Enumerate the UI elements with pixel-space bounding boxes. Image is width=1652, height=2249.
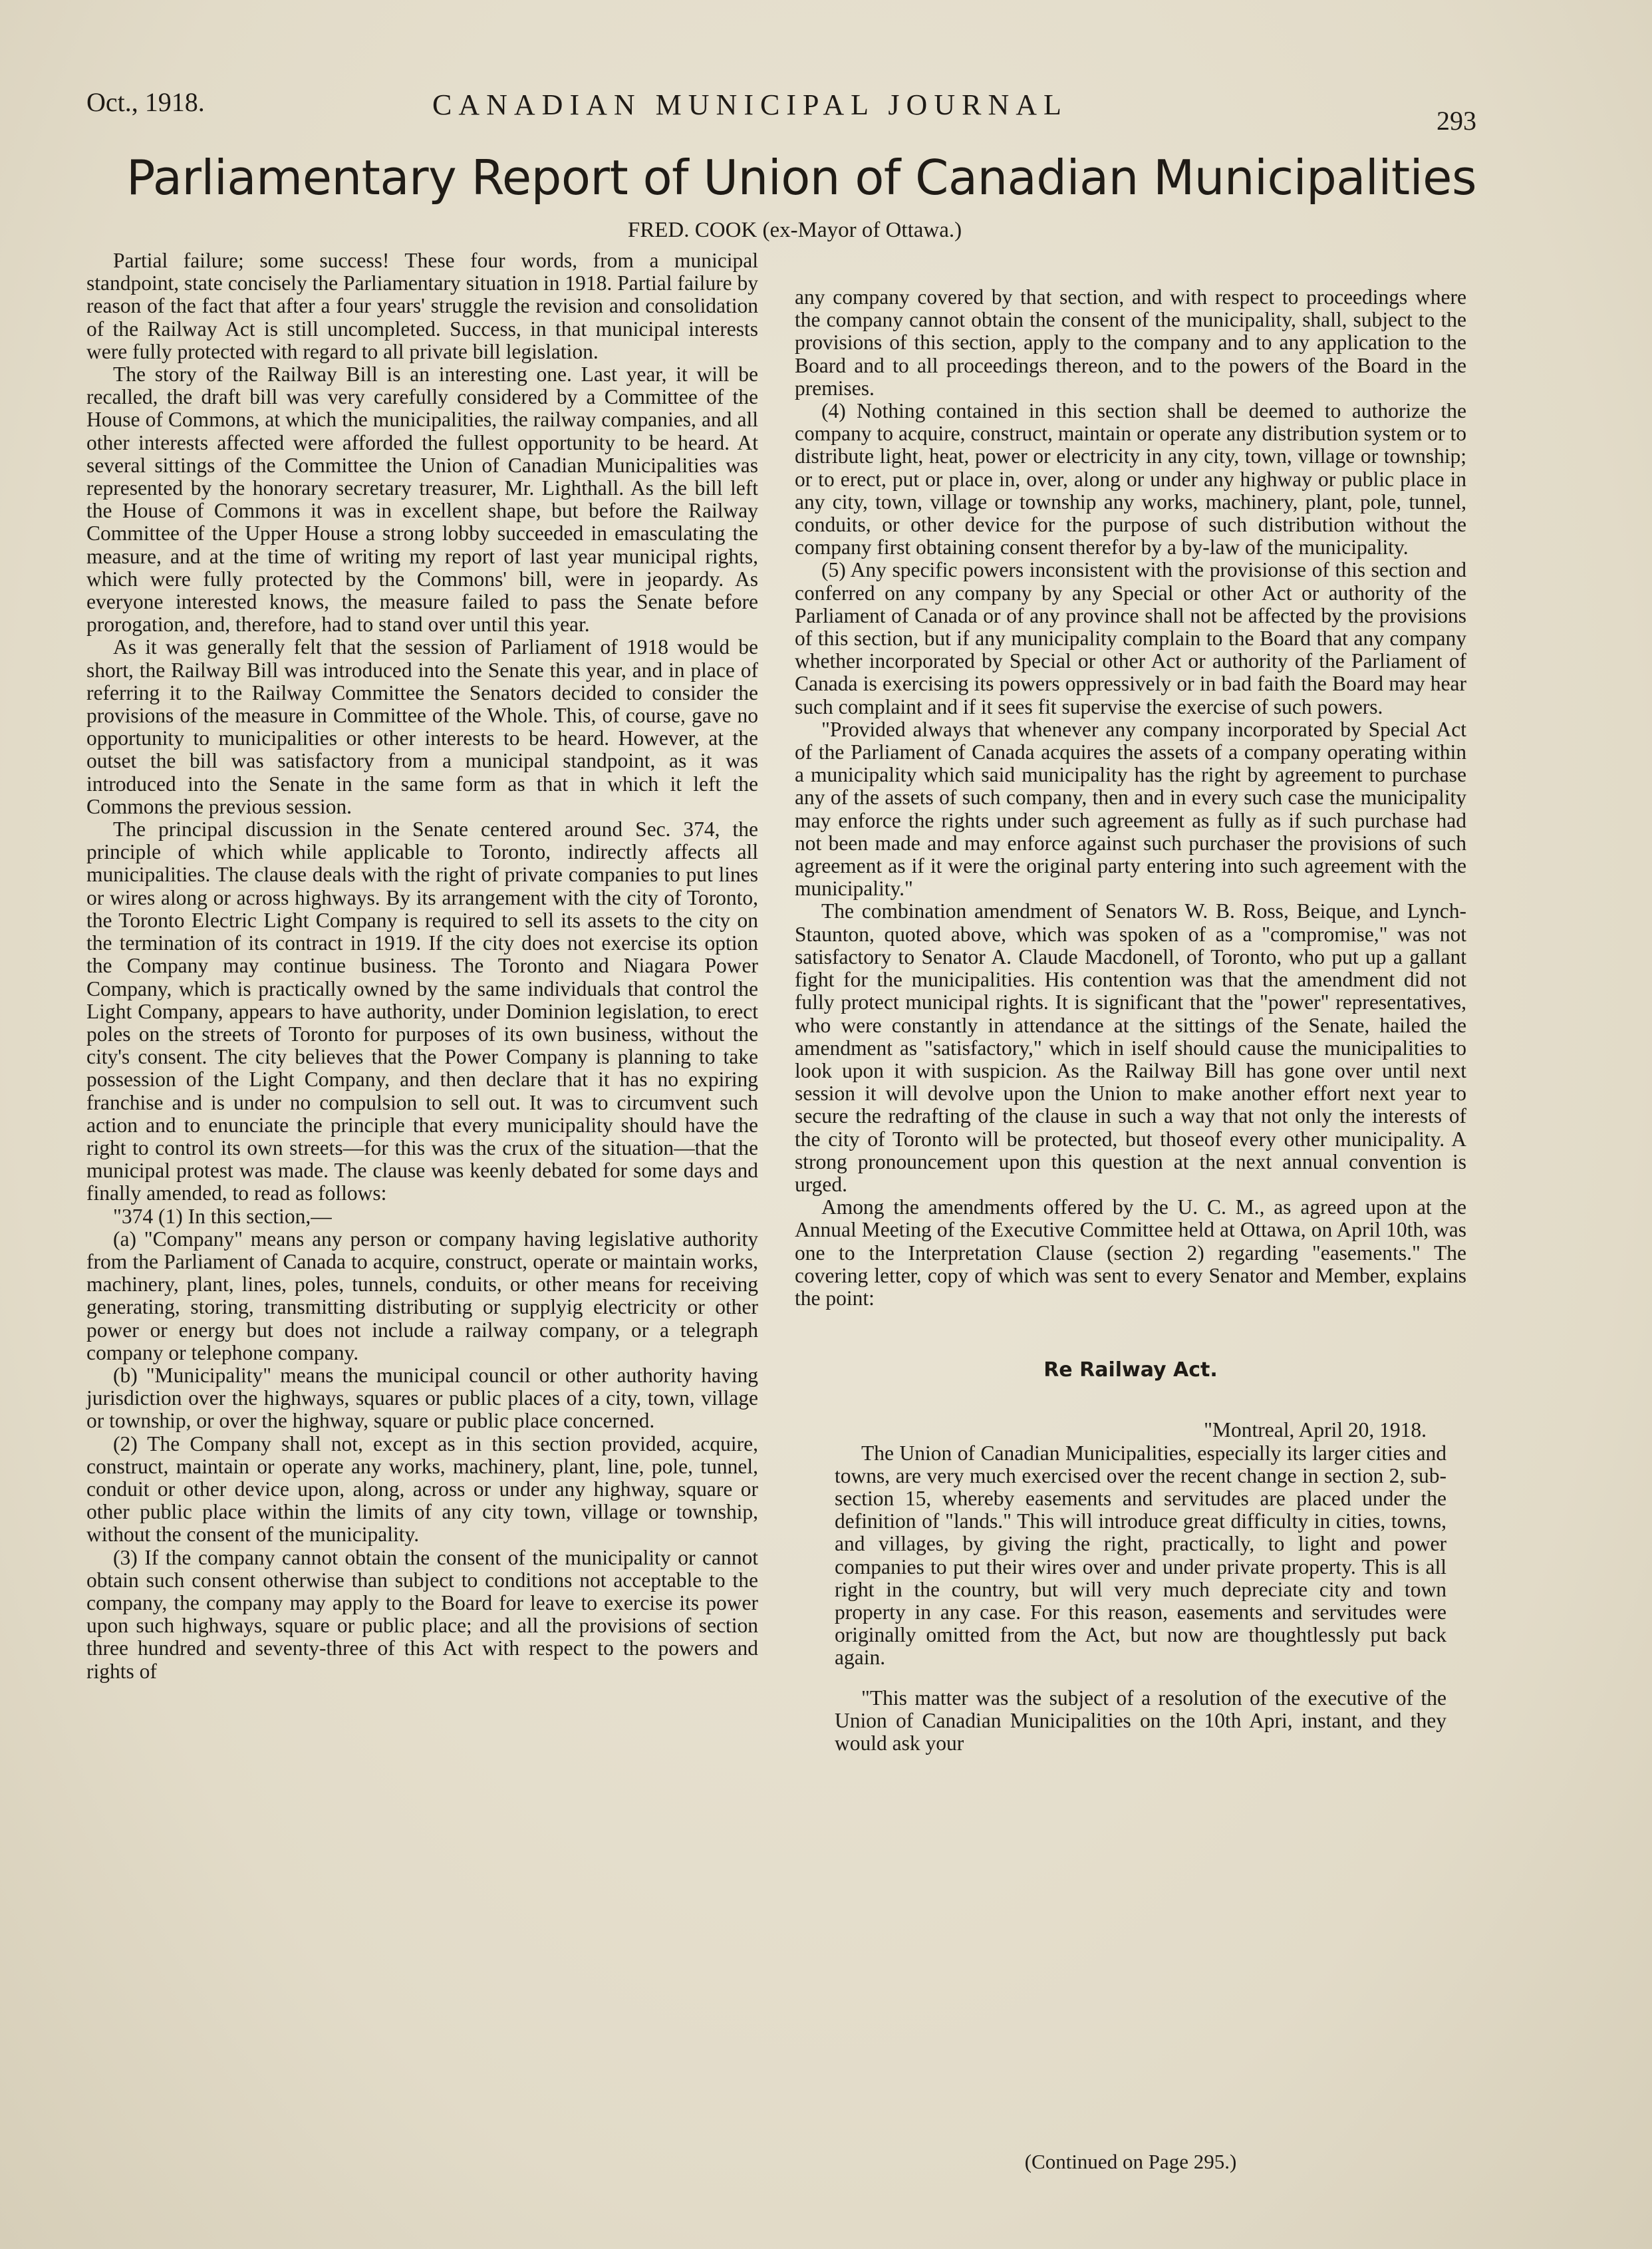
paragraph: The story of the Railway Bill is an interesting one. Last year, it will be recalled, the draft bill was very carefully considered by a Committee of the House of Commons, at which the municipalities, the railway companies, and all other interests affected were afforded the fullest opportunity to be heard. At several sittings of the Committee the Union of Canadian Municipalities was represented by the honorary secretary treasurer, Mr. Lighthall. As the bill left the House of Commons it was in excellent shape, but before the Railway Committee of the Upper House a strong lobby succeeded in emasculating the measure, and at the time of writing my report of last year municipal rights, which were fully protected by the Commons' bill, were in jeopardy. As everyone interested knows, the measure failed to pass the Senate before prorogation, and, therefore, had to stand over until this year. bbox=[86, 363, 758, 637]
paragraph: The combination amendment of Senators W. B. Ross, Beique, and Lynch-Staunton, quoted above, which was spoken of as a "compromise," was not satisfactory to Senator A. Claude Macdonell, of Toronto, who put up a gallant fight for the municipalities. His contention was that the amendment did not fully protect municipal rights. It is significant that the "power" representatives, who were constantly in attendance at the sittings of the Senate, hailed the amendment as "satisfactory," which in iself should cause the municipalities to look upon it with suspicion. As the Railway Bill has gone over until next session it will devolve upon the Union to make another effort next year to secure the redrafting of the clause in such a way that not only the interests of the city of Toronto will be protected, but thoseof every other municipality. A strong pronouncement upon this question at the next annual convention is urged. bbox=[795, 899, 1466, 1196]
left-column bbox=[86, 249, 758, 2198]
paragraph: (5) Any specific powers inconsistent with the provisionse of this section and conferred on any company by any Special or other Act or authority of the Parliament of Canada or of any province shall not be affected by the provisions of this section, but if any municipality complain to the Board that any company whether incorporated by Special or other Act or authority of the Parliament of Canada is exercising its powers oppressively or in bad faith the Board may hear such complaint and if it sees fit supervise the exercise of such powers. bbox=[795, 558, 1466, 718]
paragraph: Partial failure; some success! These four words, from a municipal standpoint, state concisely the Parliamentary situation in 1918. Partial failure by reason of the fact that after a four years' struggle the revision and consolidation of the Railway Act is still uncompleted. Success, in that municipal interests were fully protected with regard to all private bill legislation. bbox=[86, 249, 758, 363]
paragraph: As it was generally felt that the session of Parliament of 1918 would be short, the Railway Bill was introduced into the Senate this year, and in place of referring it to the Railway Committee the Senators decided to consider the provisions of the measure in Committee of the Whole. This, of course, gave no opportunity to municipalities or other interests to be heard. However, at the outset the bill was satisfactory from a municipal standpoint, as it was introduced into the Senate in the same form as that in which it left the Commons the previous session. bbox=[86, 635, 758, 818]
paragraph: (3) If the company cannot obtain the consent of the municipality or cannot obtain such consent otherwise than subject to conditions not acceptable to the company, the company may apply to the Board for leave to exercise its power upon such highways, square or public place; and all the provisions of section three hundred and seventy-three of this Act with respect to the powers and rights of bbox=[86, 1545, 758, 1683]
paragraph: any company covered by that section, and with respect to proceedings where the company cannot obtain the consent of the municipality, shall, subject to the provisions of this section, apply to the company and to any application to the Board and to all proceedings thereon, and to the powers of the Board in the premises. bbox=[795, 285, 1466, 400]
running-head bbox=[86, 80, 1476, 136]
letter-body bbox=[795, 1442, 1466, 1755]
paragraph: The principal discussion in the Senate centered around Sec. 374, the principle of which while applicable to Toronto, indirectly affects all municipalities. The clause deals with the right of private companies to put lines or wires along or across highways. By its arrangement with the city of Toronto, the Toronto Electric Light Company is required to sell its assets to the city on the termination of its contract in 1919. If the city does not exercise its option the Company may continue business. The Toronto and Niagara Power Company, which is practically owned by the same individuals that control the Light Company, appears to have authority, under Dominion legislation, to erect poles on the streets of Toronto for purposes of its own business, without the city's consent. The city believes that the Power Company is planning to take possession of the Light Company, and then declare that it has no expiring franchise and is under no compulsion to sell out. It was to circumvent such action and to enunciate the principle that every municipality should have the right to control its own streets—for this was the crux of the situation—that the municipal protest was made. The clause was keenly debated for some days and finally amended, to read as follows: bbox=[86, 818, 758, 1205]
paragraph: Among the amendments offered by the U. C. M., as agreed upon at the Annual Meeting of the Executive Committee held at Ottawa, on April 10th, was one to the Interpretation Clause (section 2) regarding "easements." The covering letter, copy of which was sent to every Senator and Member, explains the point: bbox=[795, 1195, 1466, 1310]
letter-date: "Montreal, April 20, 1918. bbox=[1204, 1418, 1427, 1442]
paragraph: (2) The Company shall not, except as in this section provided, acquire, construct, maintain or operate any works, machinery, plant, line, pole, tunnel, conduit or other device upon, along, across or under any highway, square or other public place within the limits of any city town, village or township, without the consent of the municipality. bbox=[86, 1431, 758, 1547]
paragraph: "Provided always that whenever any company incorporated by Special Act of the Parliament of Canada acquires the assets of a company operating within a municipality which said municipality has the right by agreement to purchase any of the assets of such company, then and in every such case the municipality may enforce the rights under such agreement as fully as if such purchase had not been made and may enforce against such purchaser the provisions of such agreement as if it were the original party entering into such agreement with the municipality." bbox=[795, 717, 1466, 901]
paragraph: (b) "Municipality" means the municipal council or other authority having jurisdiction over the highways, squares or public places of a city, town, village or township, or over the highway, square or public place concerned. bbox=[86, 1363, 758, 1433]
paragraph: (a) "Company" means any person or company having legislative authority from the Parliament of Canada to acquire, construct, operate or maintain works, machinery, plant, lines, poles, tunnels, conduits, or other means for receiving generating, storing, transmitting distributing or supplyig electricity or other power or energy but does not include a railway company, or a telegraph company or telephone company. bbox=[86, 1227, 758, 1364]
paragraph: The Union of Canadian Municipalities, especially its larger cities and towns, are very much exercised over the recent change in section 2, sub-section 15, whereby easements and servitudes are placed under the definition of "lands." This will introduce great difficulty in cities, towns, and villages, by giving the right, practically, to light and power companies to put their wires over and under private property. This is all right in the country, but will very much depreciate city and town property in any case. For this reason, easements and servitudes were originally omitted from the Act, but now are thoughtlessly put back again. bbox=[835, 1441, 1446, 1670]
paragraph: (4) Nothing contained in this section shall be deemed to authorize the company to acquire, construct, maintain or operate any distribution system or to distribute light, heat, power or electricity in any city, town, village or township; or to erect, put or place in, over, along or under any highway or public place in any city, town, village or township any works, machinery, plant, pole, tunnel, conduits, or other device for the purpose of such distribution without the company first obtaining consent therefor by a by-law of the municipality. bbox=[795, 399, 1466, 559]
right-column bbox=[795, 286, 1466, 2182]
paragraph: "374 (1) In this section,— bbox=[113, 1204, 332, 1228]
article-byline: FRED. COOK (ex-Mayor of Ottawa.) bbox=[627, 218, 962, 242]
journal-name: CANADIAN MUNICIPAL JOURNAL bbox=[432, 88, 1068, 121]
letter-heading: Re Railway Act. bbox=[1043, 1358, 1218, 1382]
continued-note: (Continued on Page 295.) bbox=[1024, 2150, 1237, 2173]
article-title: Parliamentary Report of Union of Canadian Municipalities bbox=[126, 150, 1476, 206]
paragraph: "This matter was the subject of a resolution of the executive of the Union of Canadian Municipalities on the 10th Apri, instant, and they would ask your bbox=[835, 1686, 1446, 1755]
issue-date: Oct., 1918. bbox=[86, 87, 205, 117]
page-number: 293 bbox=[1437, 106, 1476, 136]
